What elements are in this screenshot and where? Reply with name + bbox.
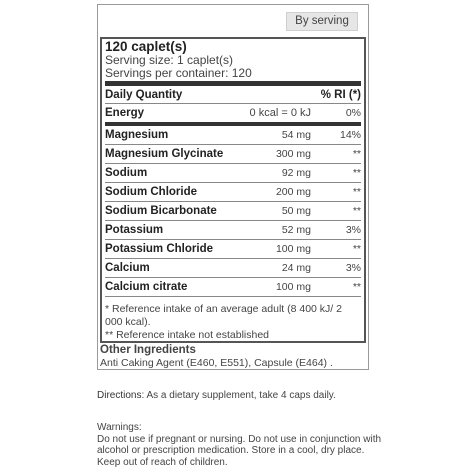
table-row bbox=[105, 278, 361, 297]
nutrient-ri: ** bbox=[352, 186, 361, 198]
nutrient-ri: ** bbox=[352, 167, 361, 179]
nutrient-name: Potassium bbox=[105, 224, 164, 236]
ref-intake-note: * Reference intake of an average adult (8 400 kJ/ 2 000 kcal). bbox=[105, 303, 342, 328]
nutrient-ri: 3% bbox=[345, 262, 361, 274]
nutrient-name: Sodium Chloride bbox=[105, 186, 197, 198]
servings-per-container: Servings per container: 120 bbox=[105, 65, 252, 80]
warnings bbox=[97, 422, 387, 468]
nutrient-amount: 300 mg bbox=[275, 148, 311, 160]
table-row bbox=[105, 221, 361, 240]
nutrient-ri: ** bbox=[352, 281, 361, 293]
other-ingredients-text: Anti Caking Agent (E460, E551), Capsule (E464) . bbox=[100, 357, 333, 369]
supplement-facts-panel bbox=[97, 4, 369, 370]
nutrient-amount: 100 mg bbox=[275, 243, 311, 255]
nutrient-name: Magnesium bbox=[105, 129, 169, 141]
nutrient-name: Calcium citrate bbox=[105, 281, 188, 293]
nutrient-amount: 52 mg bbox=[281, 224, 311, 236]
nutrient-amount: 50 mg bbox=[281, 205, 311, 217]
nutrient-name: Magnesium Glycinate bbox=[105, 148, 224, 160]
directions-label: Directions bbox=[97, 390, 142, 401]
nutrient-name: Sodium Bicarbonate bbox=[105, 205, 217, 217]
table-row bbox=[105, 183, 361, 202]
nutrient-rows bbox=[105, 126, 361, 297]
directions bbox=[97, 390, 377, 401]
other-ingredients-title: Other Ingredients bbox=[100, 344, 196, 356]
serving-size: Serving size: 1 caplet(s) bbox=[105, 53, 234, 67]
product-count: 120 caplet(s) bbox=[105, 39, 187, 54]
warnings-label: Warnings: bbox=[97, 422, 142, 433]
warnings-text: Do not use if pregnant or nursing. Do not use in conjunction with alcohol or prescription medication. Store in a cool, dry place. Keep out of reach of children. bbox=[97, 433, 382, 468]
not-established-note: ** Reference intake not established bbox=[105, 329, 270, 341]
nutrient-amount: 54 mg bbox=[281, 129, 311, 141]
nutrient-amount: 24 mg bbox=[281, 262, 311, 274]
nutrient-name: Sodium bbox=[105, 167, 148, 179]
table-header bbox=[105, 86, 361, 104]
nutrient-name: Calcium bbox=[105, 262, 150, 274]
nutrient-ri: 3% bbox=[345, 224, 361, 236]
energy-amount: 0 kcal = 0 kJ bbox=[249, 107, 311, 119]
nutrient-ri: ** bbox=[352, 205, 361, 217]
nutrient-amount: 200 mg bbox=[275, 186, 311, 198]
facts-table-box bbox=[100, 37, 366, 343]
header-daily-quantity: Daily Quantity bbox=[105, 88, 183, 101]
energy-ri: 0% bbox=[345, 107, 361, 119]
table-row bbox=[105, 202, 361, 221]
header-ri: % RI (*) bbox=[320, 88, 361, 101]
nutrient-ri: ** bbox=[352, 243, 361, 255]
table-row bbox=[105, 164, 361, 183]
nutrient-amount: 100 mg bbox=[275, 281, 311, 293]
footnotes bbox=[105, 297, 361, 342]
energy-label: Energy bbox=[105, 107, 144, 119]
directions-text: : As a dietary supplement, take 4 caps daily. bbox=[141, 390, 336, 401]
table-row bbox=[105, 259, 361, 278]
nutrient-ri: ** bbox=[352, 148, 361, 160]
table-row bbox=[105, 126, 361, 145]
energy-row bbox=[105, 104, 361, 122]
nutrient-amount: 92 mg bbox=[281, 167, 311, 179]
table-row bbox=[105, 240, 361, 259]
table-row bbox=[105, 145, 361, 164]
by-serving-button[interactable]: By serving bbox=[286, 12, 358, 31]
nutrient-ri: 14% bbox=[339, 129, 361, 141]
nutrient-name: Potassium Chloride bbox=[105, 243, 213, 255]
